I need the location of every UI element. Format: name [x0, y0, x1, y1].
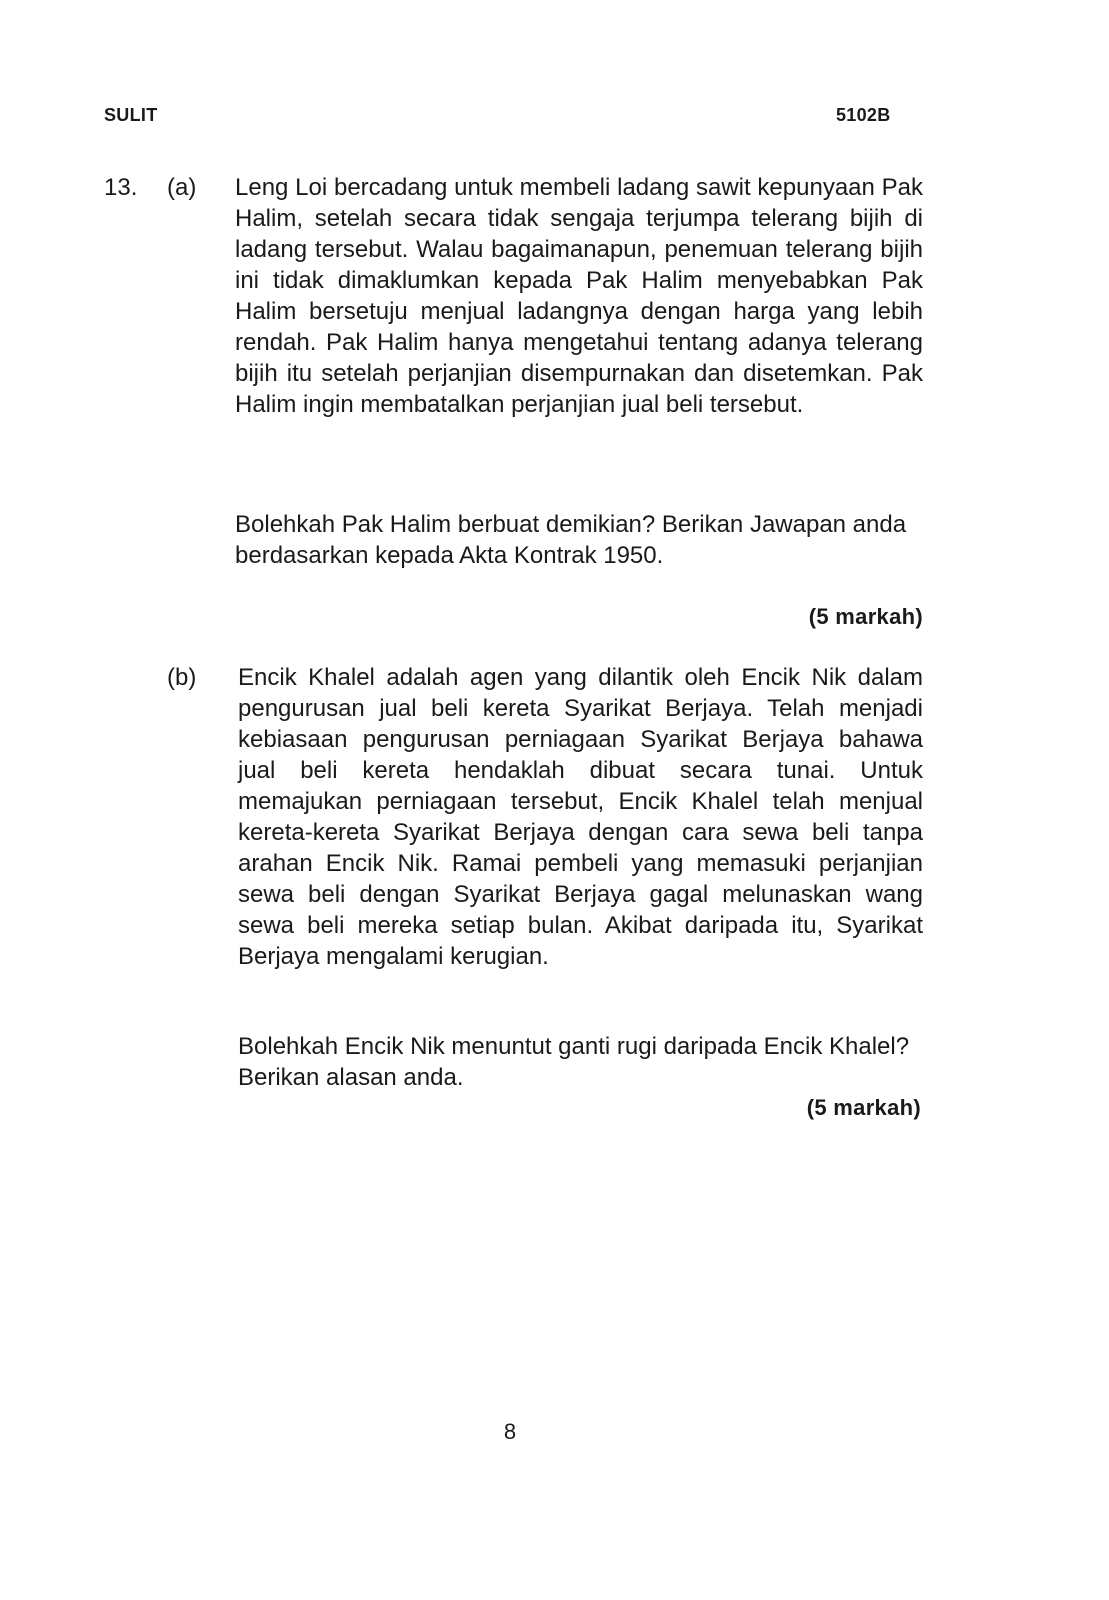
part-b-prompt: Bolehkah Encik Nik menuntut ganti rugi daripada Encik Khalel? Berikan alasan anda. [238, 1033, 910, 1091]
part-a-label: (a) [167, 174, 197, 201]
part-b-label: (b) [167, 664, 197, 691]
part-a-prompt: Bolehkah Pak Halim berbuat demikian? Berikan Jawapan anda berdasarkan kepada Akta Kontrak 1950. [235, 511, 907, 569]
part-b-scenario: Encik Khalel adalah agen yang dilantik oleh Encik Nik dalam pengurusan jual beli kereta Syarikat Berjaya. Telah menjadi kebiasaan pengurusan perniagaan Syarikat Berjaya bahawa jual beli kereta hendaklah dibuat secara tunai. Untuk memajukan perniagaan tersebut, Encik Khalel telah menjual kereta-kereta Syarikat Berjaya dengan cara sewa beli tanpa arahan Encik Nik. Ramai pembeli yang memasuki perjanjian sewa beli dengan Syarikat Berjaya gagal melunaskan wang sewa beli mereka setiap bulan. Akibat daripada itu, Syarikat Berjaya mengalami kerugian. [238, 664, 923, 970]
question-number: 13. [104, 174, 138, 201]
header-classification: SULIT [104, 105, 158, 125]
header-paper-code: 5102B [836, 105, 891, 125]
part-b-marks: (5 markah) [806, 1095, 921, 1120]
part-a-marks: (5 markah) [808, 604, 923, 629]
part-a-scenario: Leng Loi bercadang untuk membeli ladang sawit kepunyaan Pak Halim, setelah secara tidak sengaja terjumpa telerang bijih di ladang tersebut. Walau bagaimanapun, penemuan telerang bijih ini tidak dimaklumkan kepada Pak Halim menyebabkan Pak Halim bersetuju menjual ladangnya dengan harga yang lebih rendah. Pak Halim hanya mengetahui tentang adanya telerang bijih itu setelah perjanjian disempurnakan dan disetemkan. Pak Halim ingin membatalkan perjanjian jual beli tersebut. [235, 174, 923, 418]
page-number: 8 [503, 1419, 517, 1444]
